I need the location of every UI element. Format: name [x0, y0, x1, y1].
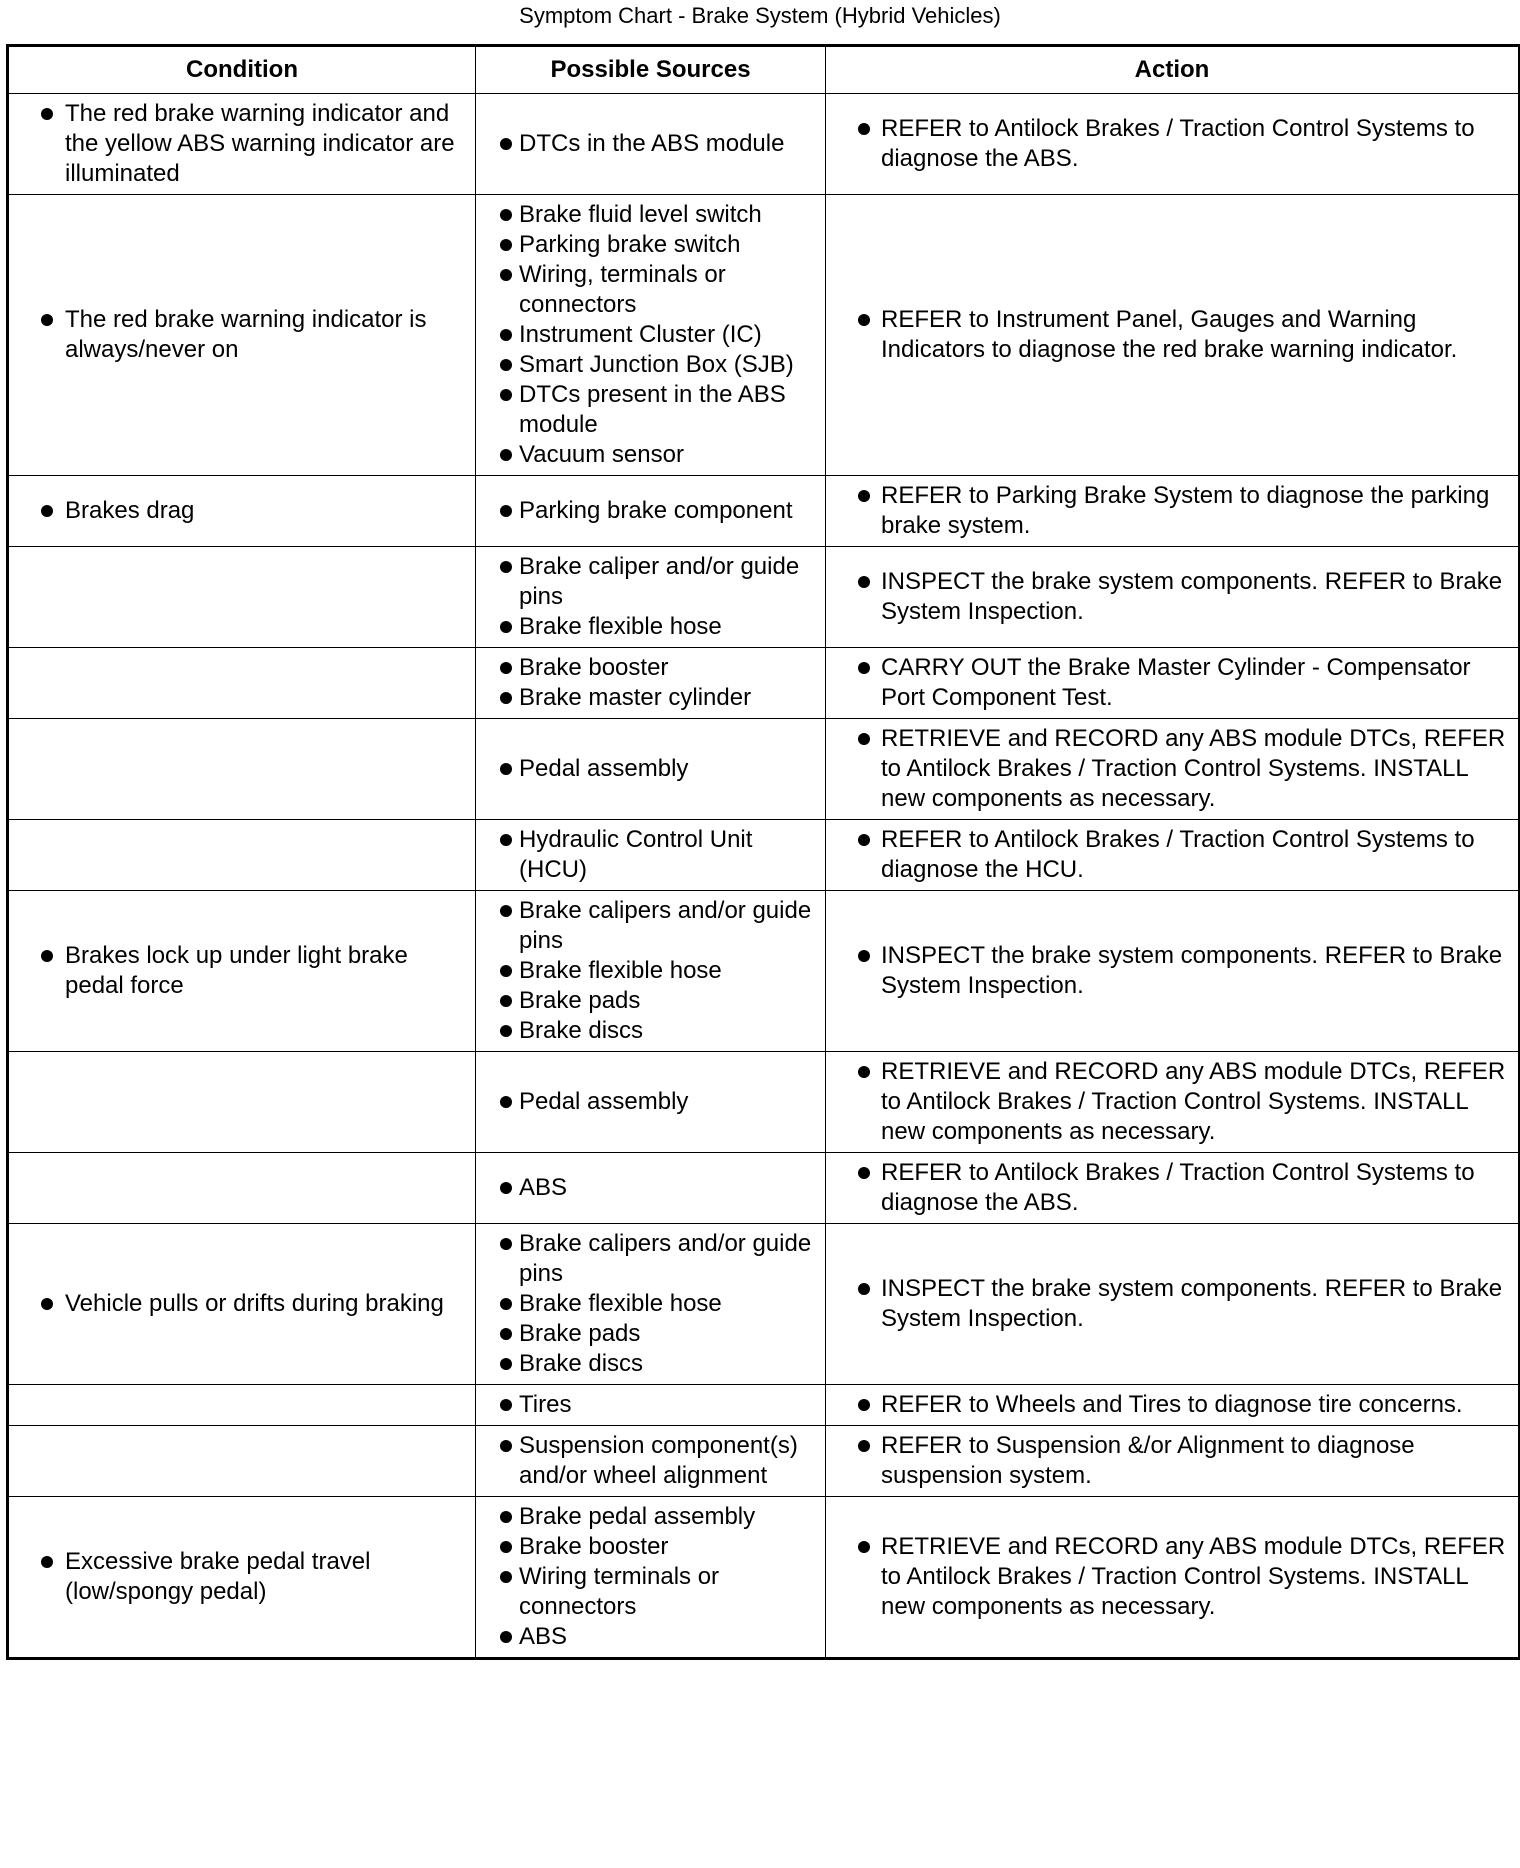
action-list	[836, 305, 1508, 365]
source-list	[486, 653, 815, 713]
source-item: Brake flexible hose	[486, 1289, 815, 1319]
table-row	[8, 820, 1520, 891]
action-text: REFER to Antilock Brakes / Traction Control Systems to diagnose the ABS.	[836, 114, 1508, 174]
source-item: Vacuum sensor	[486, 440, 815, 470]
possible-sources-cell	[476, 820, 826, 891]
source-item: Brake calipers and/or guide pins	[486, 1229, 815, 1289]
condition-cell	[8, 476, 476, 547]
source-item: DTCs in the ABS module	[486, 129, 815, 159]
action-cell	[826, 719, 1520, 820]
condition-cell	[8, 1052, 476, 1153]
table-row	[8, 1224, 1520, 1385]
condition-cell	[8, 547, 476, 648]
source-item: Brake pads	[486, 986, 815, 1016]
source-item: Brake caliper and/or guide pins	[486, 552, 815, 612]
condition-text: Brakes lock up under light brake pedal force	[19, 941, 465, 1001]
condition-list	[19, 305, 465, 365]
table-row	[8, 891, 1520, 1052]
condition-list	[19, 99, 465, 189]
source-item: Brake discs	[486, 1016, 815, 1046]
source-item: Brake flexible hose	[486, 956, 815, 986]
source-list	[486, 496, 815, 526]
condition-list	[19, 941, 465, 1001]
source-item: DTCs present in the ABS module	[486, 380, 815, 440]
action-list	[836, 1274, 1508, 1334]
action-list	[836, 653, 1508, 713]
source-list	[486, 200, 815, 470]
possible-sources-cell	[476, 547, 826, 648]
action-text: INSPECT the brake system components. REFER to Brake System Inspection.	[836, 941, 1508, 1001]
source-item: Brake booster	[486, 1532, 815, 1562]
possible-sources-cell	[476, 1497, 826, 1659]
condition-list	[19, 496, 465, 526]
action-cell	[826, 1052, 1520, 1153]
source-list	[486, 1173, 815, 1203]
source-item: Brake pads	[486, 1319, 815, 1349]
source-list	[486, 825, 815, 885]
action-text: RETRIEVE and RECORD any ABS module DTCs, REFER to Antilock Brakes / Traction Control Systems. INSTALL new components as necessary.	[836, 724, 1508, 814]
condition-text: Vehicle pulls or drifts during braking	[19, 1289, 465, 1319]
action-list	[836, 825, 1508, 885]
source-item: Smart Junction Box (SJB)	[486, 350, 815, 380]
symptom-chart-table	[6, 44, 1520, 1660]
source-list	[486, 129, 815, 159]
source-item: Pedal assembly	[486, 754, 815, 784]
source-list	[486, 1502, 815, 1652]
action-list	[836, 1532, 1508, 1622]
condition-cell	[8, 648, 476, 719]
source-item: Brake calipers and/or guide pins	[486, 896, 815, 956]
source-item: Brake discs	[486, 1349, 815, 1379]
possible-sources-cell	[476, 1153, 826, 1224]
source-item: Parking brake component	[486, 496, 815, 526]
table-row	[8, 1153, 1520, 1224]
source-item: Hydraulic Control Unit (HCU)	[486, 825, 815, 885]
action-text: REFER to Wheels and Tires to diagnose tire concerns.	[836, 1390, 1508, 1420]
condition-cell	[8, 820, 476, 891]
action-cell	[826, 1426, 1520, 1497]
action-cell	[826, 1153, 1520, 1224]
table-row	[8, 1426, 1520, 1497]
table-row	[8, 648, 1520, 719]
action-text: RETRIEVE and RECORD any ABS module DTCs, REFER to Antilock Brakes / Traction Control Systems. INSTALL new components as necessary.	[836, 1532, 1508, 1622]
condition-list	[19, 1547, 465, 1607]
possible-sources-cell	[476, 648, 826, 719]
action-list	[836, 1057, 1508, 1147]
source-item: Brake booster	[486, 653, 815, 683]
source-item: ABS	[486, 1173, 815, 1203]
action-list	[836, 724, 1508, 814]
condition-cell	[8, 1224, 476, 1385]
action-cell	[826, 891, 1520, 1052]
source-item: Parking brake switch	[486, 230, 815, 260]
action-list	[836, 1158, 1508, 1218]
source-item: Wiring, terminals or connectors	[486, 260, 815, 320]
possible-sources-cell	[476, 1224, 826, 1385]
action-list	[836, 941, 1508, 1001]
page-title: Symptom Chart - Brake System (Hybrid Vehicles)	[519, 3, 1001, 28]
table-row	[8, 719, 1520, 820]
header-possible-sources: Possible Sources	[476, 46, 826, 94]
condition-cell	[8, 195, 476, 476]
condition-cell	[8, 1426, 476, 1497]
action-cell	[826, 476, 1520, 547]
action-cell	[826, 195, 1520, 476]
action-text: INSPECT the brake system components. REFER to Brake System Inspection.	[836, 1274, 1508, 1334]
source-item: Brake pedal assembly	[486, 1502, 815, 1532]
chart-body	[8, 94, 1520, 1659]
action-text: INSPECT the brake system components. REFER to Brake System Inspection.	[836, 567, 1508, 627]
condition-cell	[8, 719, 476, 820]
condition-cell	[8, 94, 476, 195]
table-row	[8, 547, 1520, 648]
condition-text: Excessive brake pedal travel (low/spongy pedal)	[19, 1547, 465, 1607]
action-cell	[826, 1385, 1520, 1426]
source-list	[486, 1431, 815, 1491]
action-list	[836, 1431, 1508, 1491]
header-row	[8, 46, 1520, 94]
condition-text: The red brake warning indicator and the yellow ABS warning indicator are illuminated	[19, 99, 465, 189]
condition-cell	[8, 1153, 476, 1224]
source-list	[486, 754, 815, 784]
header-condition: Condition	[8, 46, 476, 94]
action-list	[836, 567, 1508, 627]
condition-text: Brakes drag	[19, 496, 465, 526]
condition-list	[19, 1289, 465, 1319]
action-text: REFER to Parking Brake System to diagnose the parking brake system.	[836, 481, 1508, 541]
condition-text: The red brake warning indicator is always/never on	[19, 305, 465, 365]
table-row	[8, 476, 1520, 547]
possible-sources-cell	[476, 1426, 826, 1497]
action-text: REFER to Antilock Brakes / Traction Control Systems to diagnose the HCU.	[836, 825, 1508, 885]
table-row	[8, 1385, 1520, 1426]
action-cell	[826, 648, 1520, 719]
action-text: REFER to Instrument Panel, Gauges and Warning Indicators to diagnose the red brake warning indicator.	[836, 305, 1508, 365]
table-row	[8, 94, 1520, 195]
table-row	[8, 1052, 1520, 1153]
table-row	[8, 195, 1520, 476]
condition-cell	[8, 1497, 476, 1659]
action-cell	[826, 94, 1520, 195]
action-list	[836, 1390, 1508, 1420]
action-text: RETRIEVE and RECORD any ABS module DTCs, REFER to Antilock Brakes / Traction Control Systems. INSTALL new components as necessary.	[836, 1057, 1508, 1147]
action-cell	[826, 1224, 1520, 1385]
action-text: REFER to Antilock Brakes / Traction Control Systems to diagnose the ABS.	[836, 1158, 1508, 1218]
possible-sources-cell	[476, 94, 826, 195]
action-text: REFER to Suspension &/or Alignment to diagnose suspension system.	[836, 1431, 1508, 1491]
source-list	[486, 1390, 815, 1420]
source-item: Pedal assembly	[486, 1087, 815, 1117]
table-row	[8, 1497, 1520, 1659]
source-item: Wiring terminals or connectors	[486, 1562, 815, 1622]
source-item: Brake flexible hose	[486, 612, 815, 642]
possible-sources-cell	[476, 1052, 826, 1153]
condition-cell	[8, 1385, 476, 1426]
action-cell	[826, 820, 1520, 891]
possible-sources-cell	[476, 1385, 826, 1426]
source-list	[486, 896, 815, 1046]
possible-sources-cell	[476, 195, 826, 476]
action-list	[836, 114, 1508, 174]
possible-sources-cell	[476, 476, 826, 547]
source-list	[486, 1087, 815, 1117]
source-list	[486, 552, 815, 642]
source-item: Brake fluid level switch	[486, 200, 815, 230]
source-list	[486, 1229, 815, 1379]
source-item: Brake master cylinder	[486, 683, 815, 713]
source-item: Instrument Cluster (IC)	[486, 320, 815, 350]
action-cell	[826, 1497, 1520, 1659]
action-text: CARRY OUT the Brake Master Cylinder - Compensator Port Component Test.	[836, 653, 1508, 713]
possible-sources-cell	[476, 719, 826, 820]
possible-sources-cell	[476, 891, 826, 1052]
source-item: Suspension component(s) and/or wheel alignment	[486, 1431, 815, 1491]
source-item: ABS	[486, 1622, 815, 1652]
action-cell	[826, 547, 1520, 648]
condition-cell	[8, 891, 476, 1052]
header-action: Action	[826, 46, 1520, 94]
source-item: Tires	[486, 1390, 815, 1420]
action-list	[836, 481, 1508, 541]
